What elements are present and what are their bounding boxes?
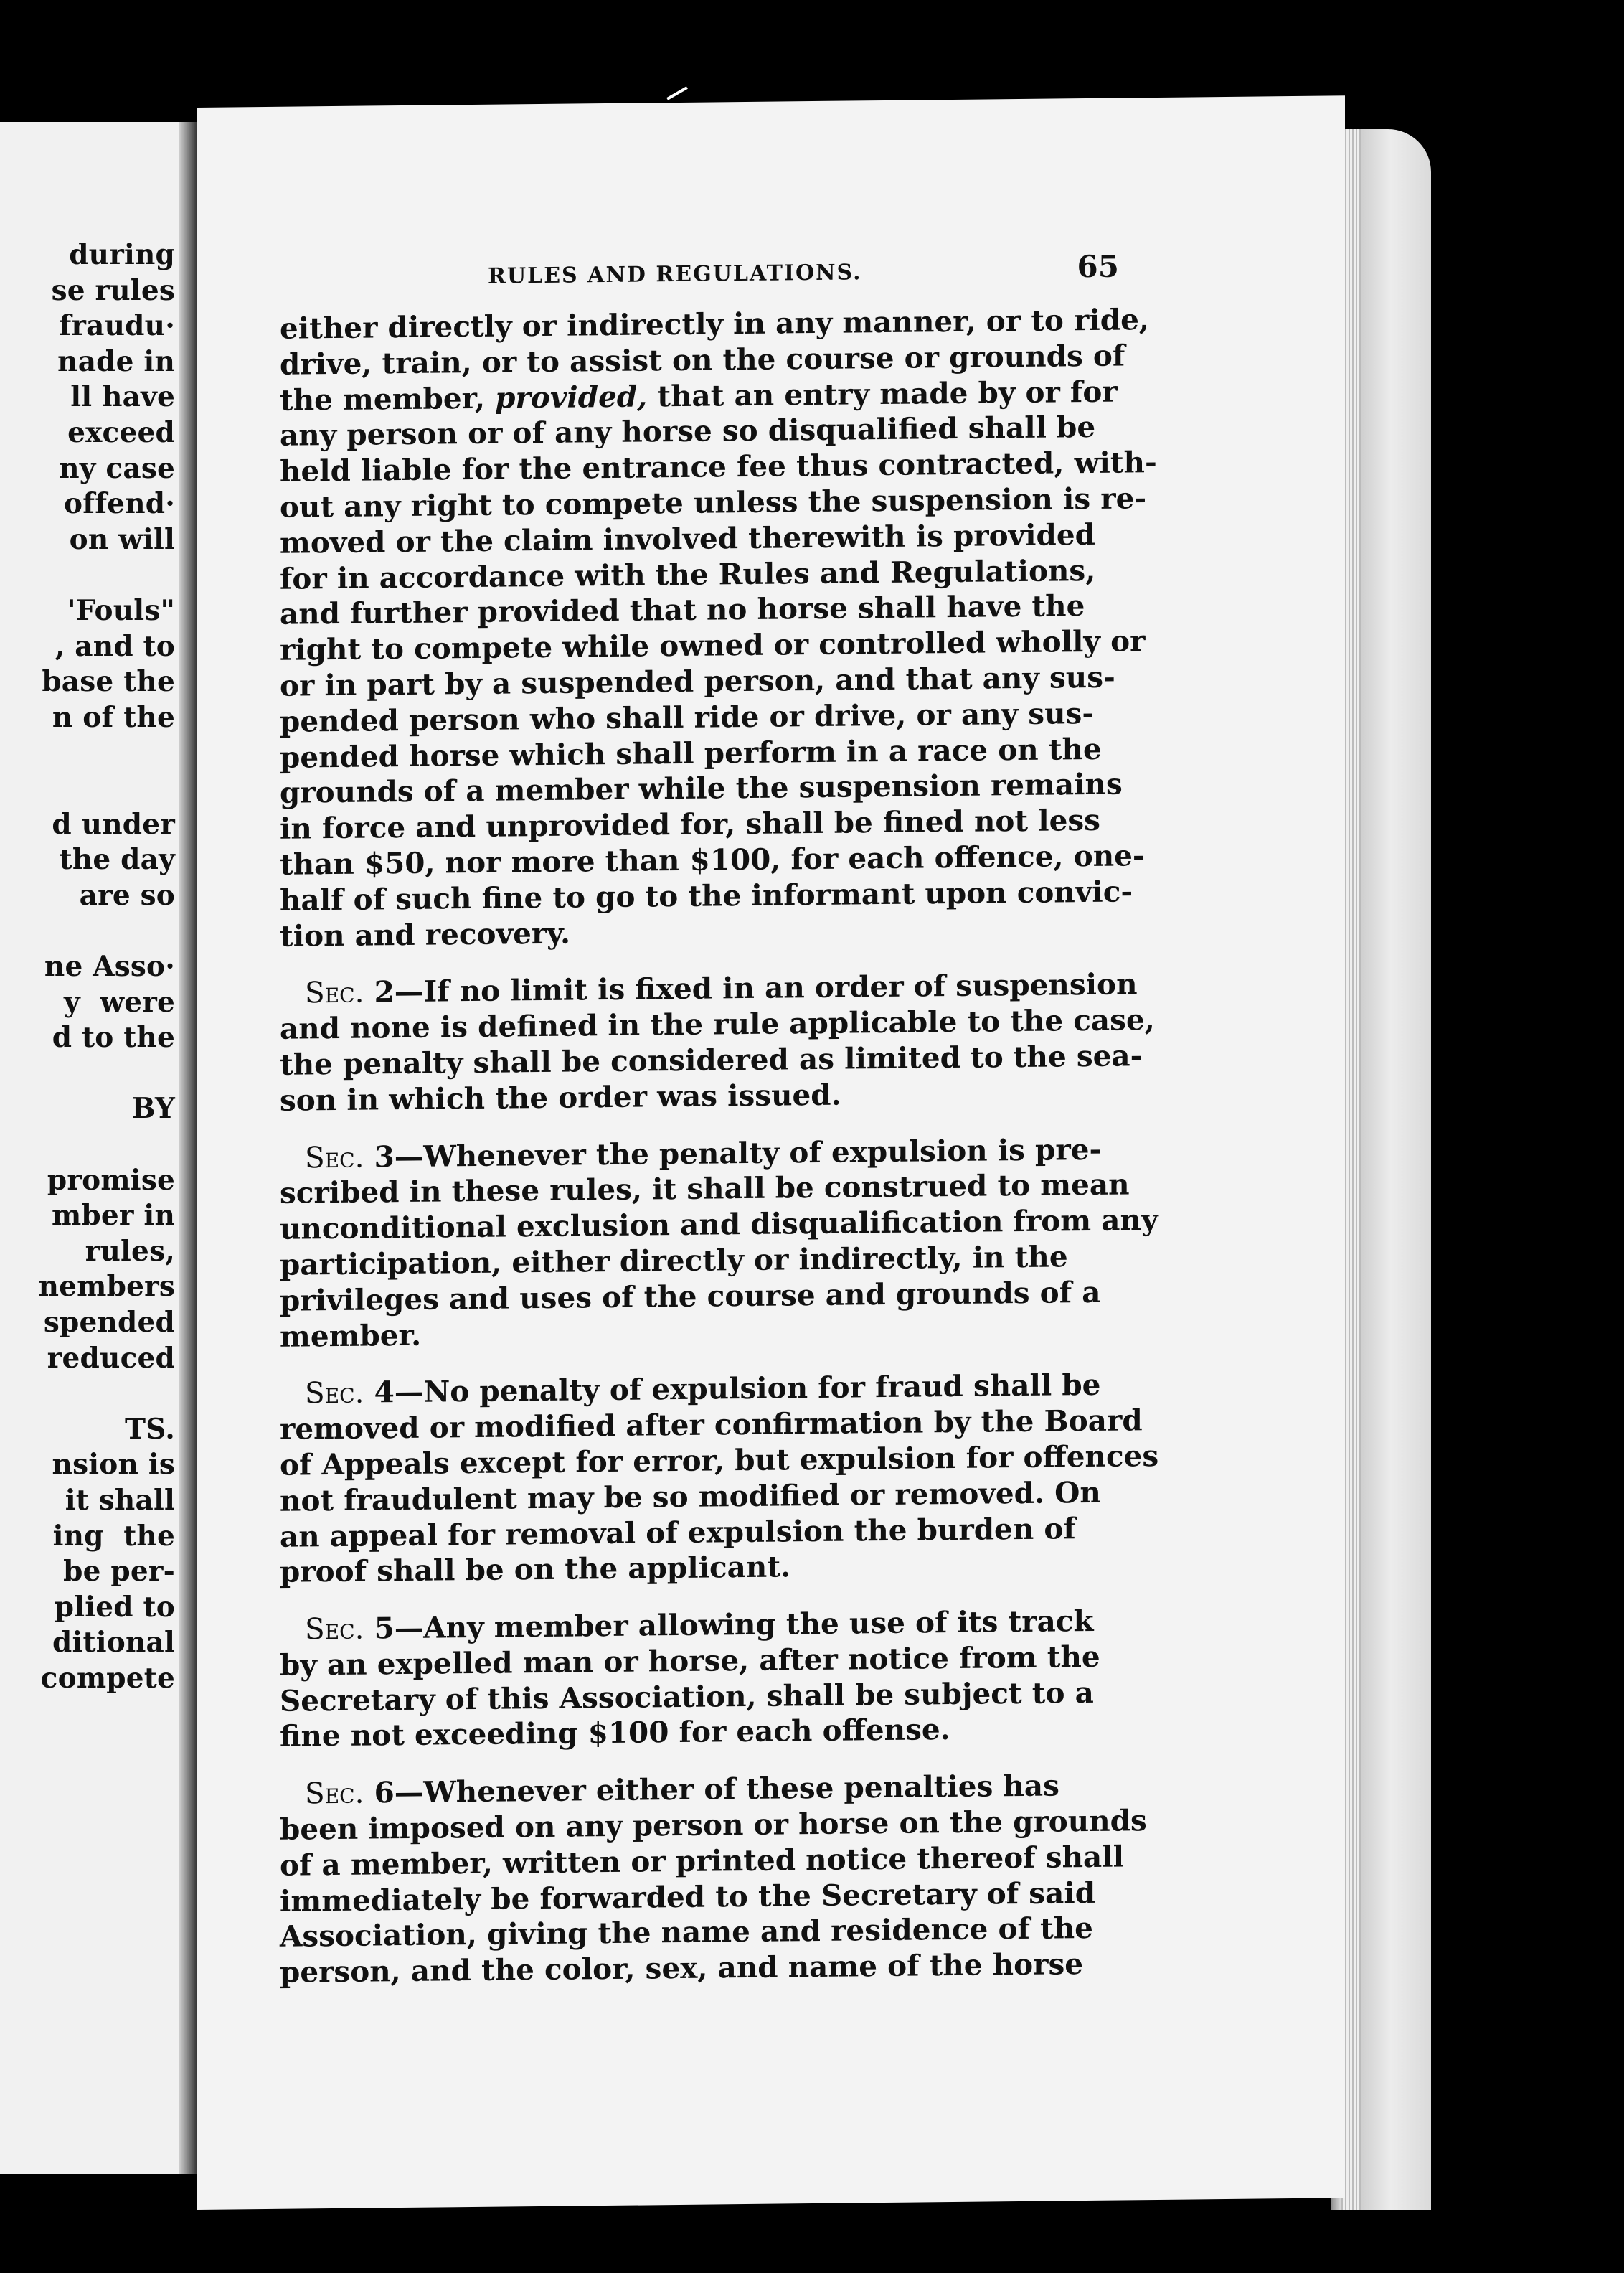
- text-line: removed or modified after confirmation by the Board: [280, 1403, 1143, 1446]
- text-line: immediately be forwarded to the Secretary of said: [280, 1875, 1096, 1919]
- text-line: than $50, nor more than $100, for each offence, one-: [280, 838, 1145, 882]
- text-line: pended horse which shall perform in a race on the: [280, 731, 1102, 775]
- paragraph-continuation: [280, 302, 1157, 954]
- text-line: for in accordance with the Rules and Regulations,: [280, 552, 1096, 596]
- facing-page-text: be per-: [63, 1555, 175, 1589]
- running-head: RULES AND REGULATIONS.: [488, 260, 862, 289]
- page-content: [280, 248, 1159, 2013]
- facing-page-text: during: [69, 238, 175, 271]
- facing-page-text: BY: [131, 1092, 175, 1126]
- text-line: person, and the color, sex, and name of the horse: [280, 1947, 1084, 1990]
- facing-page-text: , and to: [55, 629, 175, 663]
- section-2: [280, 966, 1155, 1119]
- section-label: Sec.: [305, 1775, 364, 1811]
- text-line: been imposed on any person or horse on the grounds: [280, 1803, 1147, 1847]
- facing-page-text: base the: [42, 665, 175, 699]
- text-run: 5—Any member allowing the use of its track: [364, 1604, 1094, 1646]
- text-line: Secretary of this Association, shall be subject to a: [280, 1675, 1094, 1718]
- text-line: or in part by a suspended person, and that any sus-: [280, 659, 1115, 703]
- text-run: 6—Whenever either of these penalties has: [364, 1768, 1059, 1810]
- text-line: participation, either directly or indirectly, in the: [280, 1239, 1068, 1282]
- text-line: half of such fine to go to the informant upon convic-: [280, 874, 1133, 918]
- text-line: the penalty shall be considered as limited to the sea-: [280, 1038, 1143, 1082]
- text-line: moved or the claim involved therewith is provided: [280, 517, 1095, 560]
- facing-page-text: promise: [47, 1163, 175, 1197]
- text-line: Association, giving the name and residence of the: [280, 1911, 1093, 1954]
- facing-page-text: nembers: [38, 1270, 175, 1304]
- text-line: and none is defined in the rule applicable to the case,: [280, 1002, 1155, 1046]
- text-run: 3—Whenever the penalty of expulsion is pre-: [364, 1131, 1102, 1175]
- facing-page-text: mber in: [51, 1199, 175, 1233]
- facing-page-text: y were: [64, 985, 175, 1019]
- facing-page-text: d under: [52, 807, 175, 841]
- text-line: son in which the order was issued.: [280, 1077, 841, 1118]
- facing-page-text: on will: [69, 522, 175, 556]
- section-label: Sec.: [305, 1611, 364, 1647]
- facing-page-text: TS.: [125, 1412, 175, 1446]
- facing-page-text: ny case: [59, 451, 175, 485]
- text-line: and further provided that no horse shall have the: [280, 588, 1085, 632]
- facing-page-text: nade in: [57, 344, 175, 378]
- italic-term: provided,: [495, 379, 648, 415]
- facing-page-text: se rules: [51, 273, 175, 307]
- text-line: grounds of a member while the suspension remains: [280, 766, 1123, 811]
- section-3: [280, 1131, 1158, 1355]
- text-line: of Appeals except for error, but expulsion for offences: [280, 1438, 1159, 1482]
- scan-artifact: [666, 86, 688, 100]
- facing-page-text: d to the: [52, 1021, 175, 1055]
- text-run: that an entry made by or for: [647, 374, 1118, 414]
- section-5: [280, 1604, 1100, 1755]
- facing-page-text: rules,: [85, 1234, 175, 1268]
- text-run: the member,: [280, 380, 496, 418]
- text-line: member.: [280, 1317, 422, 1354]
- facing-page-text: exceed: [67, 416, 175, 449]
- facing-page-text: are so: [79, 878, 175, 912]
- text-line: by an expelled man or horse, after notice from the: [280, 1639, 1100, 1683]
- book-page: [197, 95, 1345, 2210]
- facing-page-text: fraudu·: [59, 309, 175, 343]
- section-label: Sec.: [305, 1375, 364, 1411]
- text-line: held liable for the entrance fee thus contracted, with-: [280, 445, 1157, 489]
- facing-page-text: reduced: [47, 1341, 175, 1375]
- text-line: any person or of any horse so disqualified shall be: [280, 410, 1096, 453]
- facing-page-text: it shall: [65, 1484, 175, 1517]
- section-6: [280, 1768, 1147, 1991]
- section-label: Sec.: [305, 974, 364, 1010]
- text-line: pended person who shall ride or drive, or any sus-: [280, 695, 1095, 739]
- facing-page-text: ll have: [70, 380, 175, 414]
- facing-page-text: ditional: [52, 1626, 175, 1660]
- page-header: [280, 248, 1119, 293]
- text-line: tion and recovery.: [280, 916, 571, 954]
- facing-page-text: nsion is: [52, 1448, 175, 1482]
- page-number: 65: [1077, 248, 1119, 285]
- facing-page-text: compete: [40, 1662, 175, 1695]
- text-line: right to compete while owned or controlled wholly or: [280, 623, 1146, 667]
- text-line: privileges and uses of the course and grounds of a: [280, 1274, 1101, 1318]
- facing-page-text: spended: [43, 1306, 175, 1339]
- text-line: an appeal for removal of expulsion the burden of: [280, 1510, 1076, 1554]
- facing-page-text: offend·: [64, 487, 175, 521]
- text-line: scribed in these rules, it shall be construed to mean: [280, 1167, 1130, 1211]
- text-run: 4—No penalty of expulsion for fraud shall be: [364, 1368, 1101, 1410]
- facing-page-text: ne Asso·: [44, 950, 175, 983]
- text-line: proof shall be on the applicant.: [280, 1549, 791, 1590]
- facing-page-fragment: [0, 122, 179, 2174]
- section-label: Sec.: [305, 1139, 364, 1175]
- text-line: of a member, written or printed notice thereof shall: [280, 1839, 1125, 1883]
- text-line: unconditional exclusion and disqualification from any: [280, 1203, 1158, 1246]
- text-line: out any right to compete unless the suspension is re-: [280, 481, 1147, 524]
- facing-page-text: 'Fouls": [67, 594, 175, 627]
- facing-page-text: ing the: [52, 1519, 175, 1553]
- text-line: drive, train, or to assist on the course or grounds of: [280, 338, 1125, 382]
- facing-page-text: the day: [59, 843, 175, 877]
- text-line: fine not exceeding $100 for each offense.: [280, 1712, 950, 1754]
- text-run: 2—If no limit is fixed in an order of suspension: [364, 966, 1138, 1010]
- text-line: either directly or indirectly in any manner, or to ride,: [280, 302, 1149, 346]
- facing-page-text: plied to: [54, 1590, 175, 1624]
- section-4: [280, 1368, 1159, 1591]
- facing-page-text: n of the: [52, 700, 175, 734]
- text-line: not fraudulent may be so modified or removed. On: [280, 1474, 1101, 1518]
- text-line: in force and unprovided for, shall be fined not less: [280, 802, 1100, 846]
